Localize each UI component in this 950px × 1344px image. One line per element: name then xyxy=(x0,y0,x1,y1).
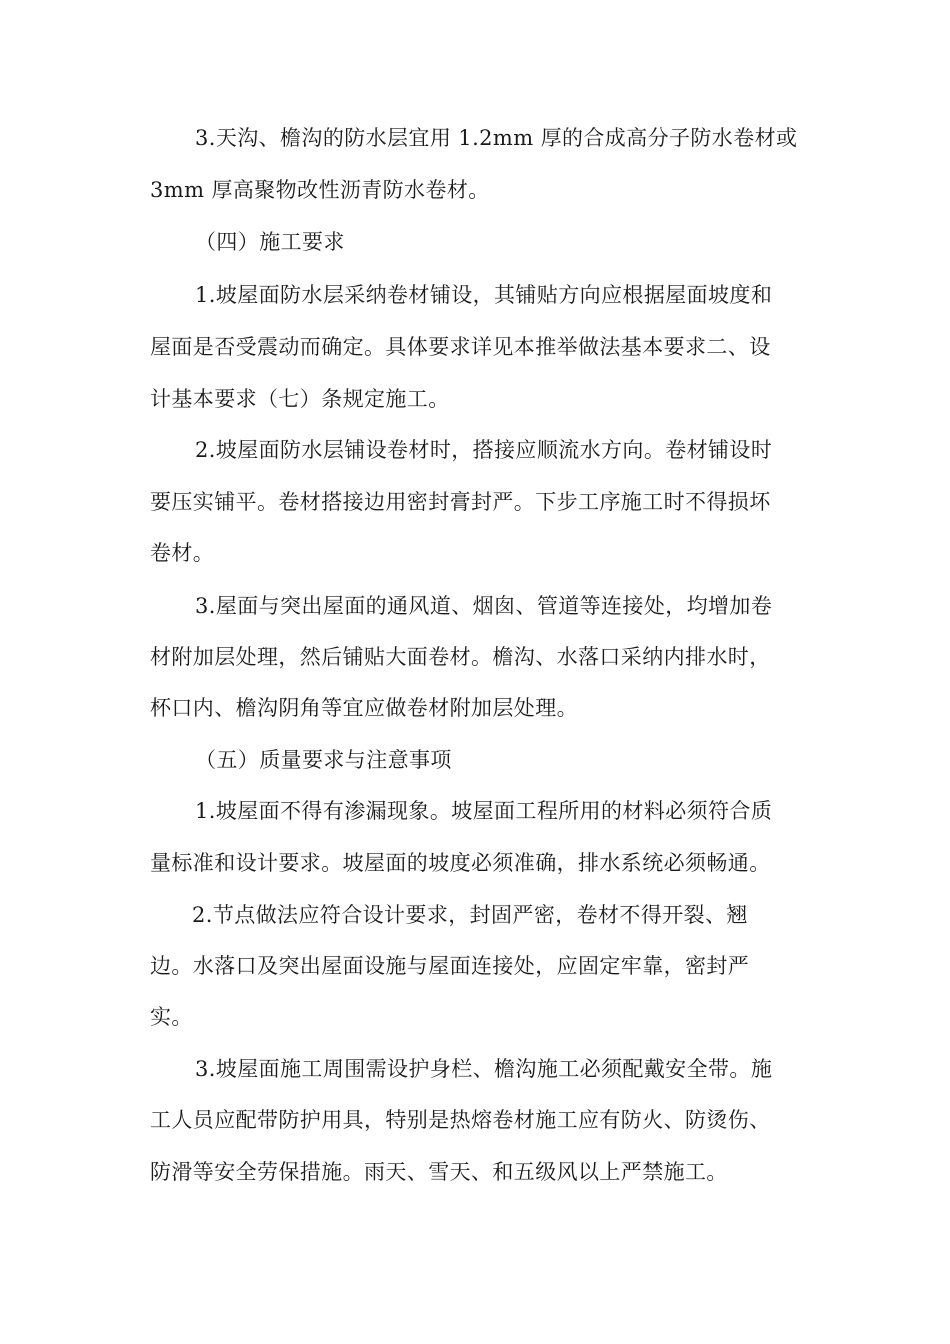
paragraph-line: 2.节点做法应符合设计要求，封固严密，卷材不得开裂、翘 xyxy=(192,903,748,927)
paragraph-line: 1.坡屋面不得有渗漏现象。坡屋面工程所用的材料必须符合质 xyxy=(195,799,773,823)
paragraph-line: 实。 xyxy=(150,1005,193,1029)
paragraph-line: 边。水落口及突出屋面设施与屋面连接处，应固定牢靠，密封严 xyxy=(150,954,750,978)
paragraph-line: 工人员应配带防护用具，特别是热熔卷材施工应有防火、防烫伤、 xyxy=(150,1108,771,1132)
paragraph-line: 3.屋面与突出屋面的通风道、烟囱、管道等连接处，均增加卷 xyxy=(195,594,773,618)
paragraph-line: 材附加层处理，然后铺贴大面卷材。檐沟、水落口采纳内排水时， xyxy=(150,645,771,669)
paragraph-line: 3.天沟、檐沟的防水层宜用 1.2mm 厚的合成高分子防水卷材或 xyxy=(195,126,798,150)
section-heading: （五）质量要求与注意事项 xyxy=(195,748,452,772)
paragraph-line: 屋面是否受震动而确定。具体要求详见本推举做法基本要求二、设 xyxy=(150,335,771,359)
paragraph-line: 1.坡屋面防水层采纳卷材铺设，其铺贴方向应根据屋面坡度和 xyxy=(195,283,773,307)
paragraph-line: 3.坡屋面施工周围需设护身栏、檐沟施工必须配戴安全带。施 xyxy=(195,1057,773,1081)
paragraph-line: 量标准和设计要求。坡屋面的坡度必须准确，排水系统必须畅通。 xyxy=(150,851,771,875)
paragraph-line: 计基本要求（七）条规定施工。 xyxy=(150,387,450,411)
paragraph-line: 要压实铺平。卷材搭接边用密封膏封严。下步工序施工时不得损坏 xyxy=(150,490,771,514)
paragraph-line: 防滑等安全劳保措施。雨天、雪天、和五级风以上严禁施工。 xyxy=(150,1160,728,1184)
paragraph-line: 卷材。 xyxy=(150,541,215,565)
paragraph-line: 2.坡屋面防水层铺设卷材时，搭接应顺流水方向。卷材铺设时 xyxy=(195,438,773,462)
section-heading: （四）施工要求 xyxy=(195,230,345,254)
paragraph-line: 3mm 厚高聚物改性沥青防水卷材。 xyxy=(150,178,490,202)
paragraph-line: 杯口内、檐沟阴角等宜应做卷材附加层处理。 xyxy=(150,696,578,720)
